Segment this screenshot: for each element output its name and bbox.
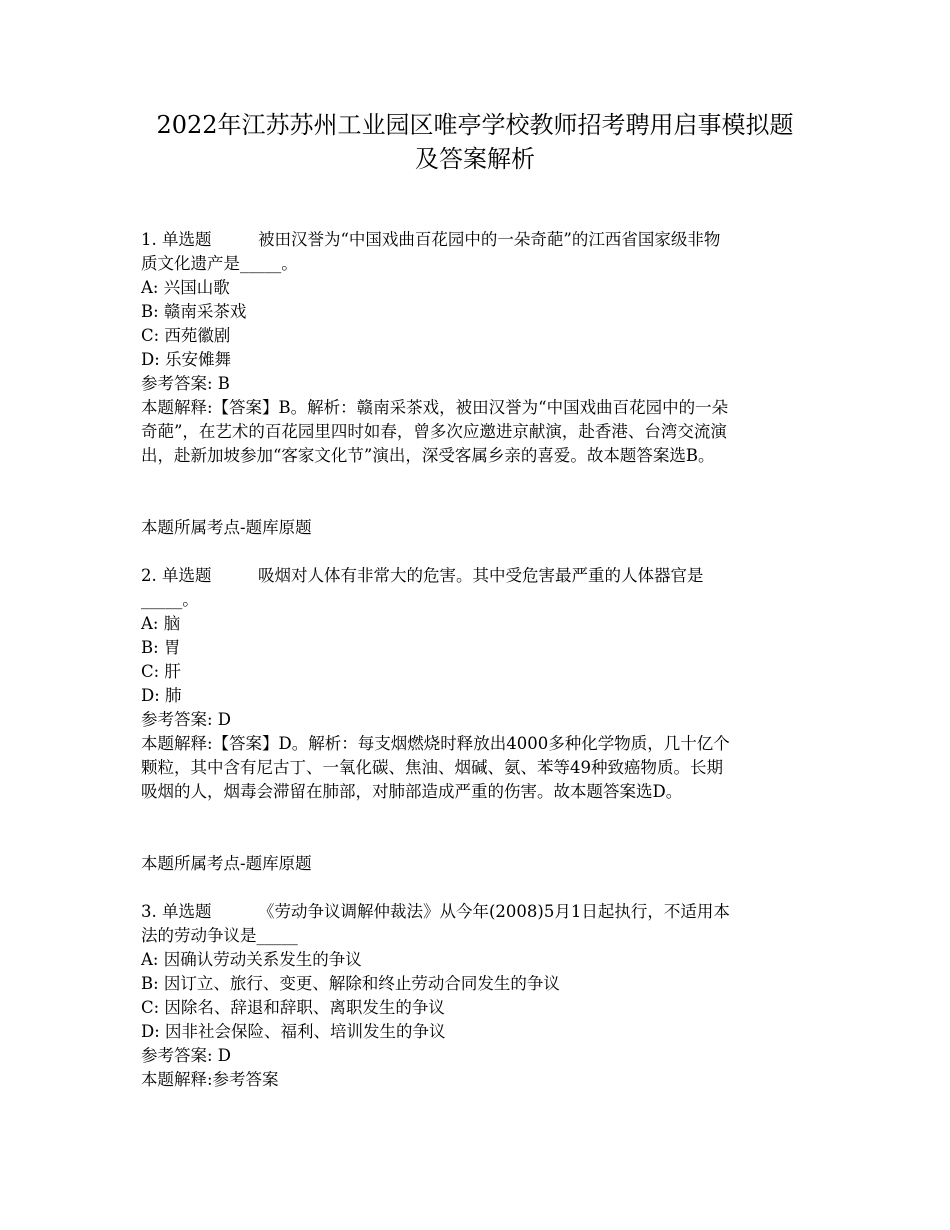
- question-type: 单选题: [162, 902, 212, 921]
- option-d: D: 肺: [141, 686, 182, 705]
- explanation-line-2: 颗粒，其中含有尼古丁、一氧化碳、焦油、烟碱、氨、苯等49种致癌物质。长期: [141, 758, 723, 777]
- question-stem-line-2: _____。: [141, 590, 199, 609]
- option-d: D: 乐安傩舞: [141, 350, 232, 369]
- reference-answer: 参考答案: D: [141, 710, 232, 729]
- option-b: B: 赣南采茶戏: [141, 302, 247, 321]
- option-c: C: 西苑徽剧: [141, 326, 231, 345]
- question-stem-line-1: 吸烟对人体有非常大的危害。其中受危害最严重的人体器官是: [258, 566, 704, 585]
- explanation-line-3: 出，赴新加坡参加“客家文化节”演出，深受客属乡亲的喜爱。故本题答案选B。: [141, 446, 715, 465]
- question-list: [141, 228, 811, 1092]
- question-number: 2.: [141, 566, 157, 585]
- question-stem: [141, 564, 811, 588]
- option-c: C: 肝: [141, 662, 181, 681]
- question-stem-line-1: 《劳动争议调解仲裁法》从今年(2008)5月1日起执行，不适用本: [258, 902, 730, 921]
- explanation-line-3: 吸烟的人，烟毒会滞留在肺部，对肺部造成严重的伤害。故本题答案选D。: [141, 782, 683, 801]
- question-3: [141, 900, 811, 1092]
- question-number: 3.: [141, 902, 157, 921]
- question-type: 单选题: [162, 566, 212, 585]
- explanation-line-1: 本题解释:【答案】B。解析：赣南采茶戏，被田汉誉为“中国戏曲百花园中的一朵: [141, 398, 729, 417]
- question-stem-line-2: 法的劳动争议是_____: [141, 926, 298, 945]
- option-c: C: 因除名、辞退和辞职、离职发生的争议: [141, 998, 445, 1017]
- question-number: 1.: [141, 230, 157, 249]
- question-stem: [141, 228, 811, 252]
- option-a: A: 兴国山歌: [141, 278, 230, 297]
- title-line-2: 及答案解析: [415, 145, 535, 173]
- question-topic: 本题所属考点-题库原题: [141, 518, 312, 537]
- question-2: [141, 564, 811, 900]
- question-stem-line-2: 质文化遗产是_____。: [141, 254, 298, 273]
- question-1: [141, 228, 811, 564]
- reference-answer: 参考答案: B: [141, 374, 230, 393]
- reference-answer: 参考答案: D: [141, 1046, 232, 1065]
- question-type: 单选题: [162, 230, 212, 249]
- explanation-line-1: 本题解释:参考答案: [141, 1070, 279, 1089]
- document-title: [100, 108, 850, 176]
- question-stem-line-1: 被田汉誉为“中国戏曲百花园中的一朵奇葩”的江西省国家级非物: [258, 230, 721, 249]
- title-line-1: 2022年江苏苏州工业园区唯亭学校教师招考聘用启事模拟题: [156, 111, 794, 139]
- explanation-line-2: 奇葩”，在艺术的百花园里四时如春，曾多次应邀进京献演，赴香港、台湾交流演: [141, 422, 727, 441]
- option-d: D: 因非社会保险、福利、培训发生的争议: [141, 1022, 446, 1041]
- option-a: A: 因确认劳动关系发生的争议: [141, 950, 362, 969]
- question-stem: [141, 900, 811, 924]
- explanation-line-1: 本题解释:【答案】D。解析：每支烟燃烧时释放出4000多种化学物质，几十亿个: [141, 734, 730, 753]
- option-b: B: 因订立、旅行、变更、解除和终止劳动合同发生的争议: [141, 974, 560, 993]
- option-b: B: 胃: [141, 638, 181, 657]
- option-a: A: 脑: [141, 614, 181, 633]
- question-topic: 本题所属考点-题库原题: [141, 854, 312, 873]
